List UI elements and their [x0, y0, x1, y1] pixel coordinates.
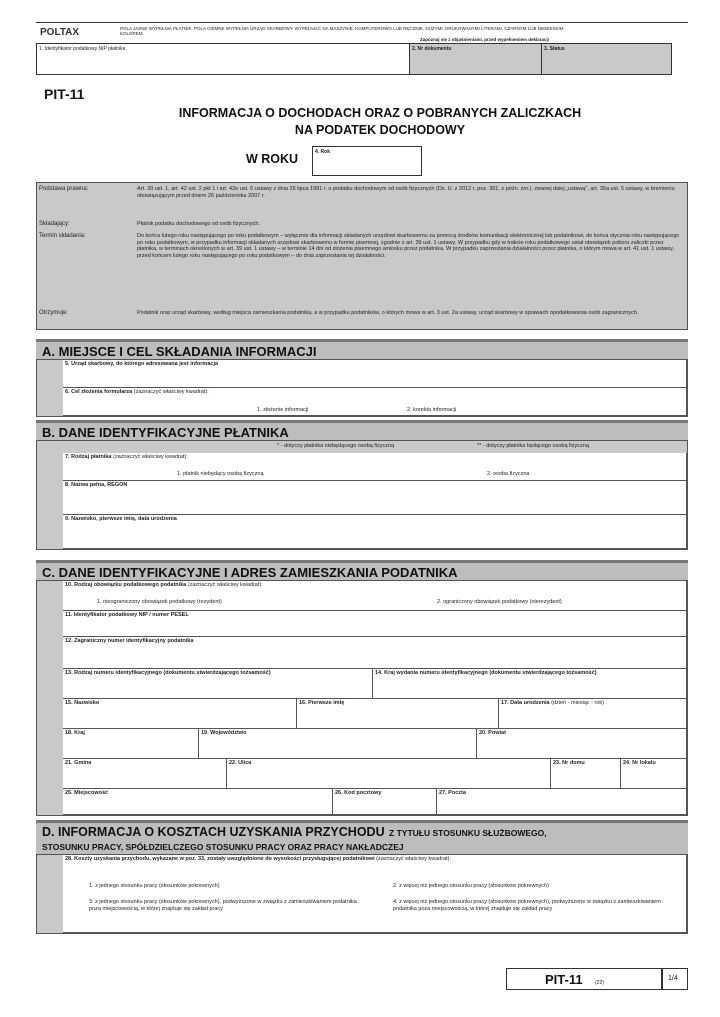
- footer-code: PIT-11: [545, 972, 583, 987]
- year-field[interactable]: [312, 146, 422, 176]
- field-19-label: 19. Województwo: [201, 730, 247, 736]
- field-6-label: 6. Cel złożenia formularza: [65, 389, 133, 395]
- section-b-note-1: * - dotyczy płatnika niebędącego osobą fizyczną: [277, 443, 395, 449]
- field-26-postal-code[interactable]: [333, 789, 437, 815]
- footer-page-box: [662, 968, 688, 990]
- recipient-text: Podatnik oraz urząd skarbowy, według miejsca zamieszkania podatnika, a w przypadku podatników, o których mowa w art. 3 ust. 2a ustawy, urząd skarbowy w sprawach opodatkowania osób zagranicznych.: [137, 310, 639, 316]
- deadline-label: Termin składania:: [39, 233, 86, 239]
- obligation-option-2[interactable]: 2. ograniczony obowiązek podatkowy (nierezydent): [437, 599, 562, 605]
- field-16-label: 16. Pierwsze imię: [299, 700, 345, 706]
- field-13-label: 13. Rodzaj numeru identyfikacyjnego (dokumentu stwierdzającego tożsamość): [65, 670, 271, 676]
- payer-option-2[interactable]: 2. osoba fizyczna: [487, 471, 530, 477]
- field-10-tax-obligation: [63, 581, 687, 611]
- basis-text: Art. 39 ust. 1, art. 42 ust. 2 pkt 1 i art. 42e ust. 6 ustawy z dnia 26 lipca 1991 r. o podatku dochodowym od osób fizycznych (Dz. U. z 2012 r. poz. 361, z późn. zm.), zwanej dalej „ustawą”, art. 35a ust. 5 ustawy, w brzmieniu obowiązującym przed dniem 26 października 2007 r.: [137, 186, 675, 199]
- field-25-city[interactable]: [63, 789, 333, 815]
- filer-label: Składający:: [39, 221, 70, 227]
- field-11-label: 11. Identyfikator podatkowy NIP / numer PESEL: [65, 612, 189, 618]
- field-18-country[interactable]: [63, 729, 199, 759]
- field-7-note: (zaznaczyć właściwy kwadrat):: [113, 454, 188, 460]
- brand-label: POLTAX: [40, 27, 80, 38]
- field-28-label: 28. Koszty uzyskania przychodu, wykazane w poz. 33, zostały uwzględnione do wysokości przysługującej podatnikowi: [65, 856, 375, 862]
- field-12-label: 12. Zagraniczny numer identyfikacyjny podatnika: [65, 638, 194, 644]
- field-22-street[interactable]: [227, 759, 551, 789]
- field-13-id-type[interactable]: [63, 669, 373, 699]
- costs-option-2[interactable]: 2. z więcej niż jednego stosunku pracy (stosunków pokrewnych): [393, 883, 549, 889]
- field-14-label: 14. Kraj wydania numeru identyfikacyjnego (dokumentu stwierdzającego tożsamość): [375, 670, 597, 676]
- field-21-municipality[interactable]: [63, 759, 227, 789]
- section-d-title: [36, 820, 688, 854]
- field-8-label: 8. Nazwa pełna, REGON: [65, 482, 128, 488]
- field-17-label: 17. Data urodzenia: [501, 700, 550, 706]
- section-d-title-main: D. INFORMACJA O KOSZTACH UZYSKANIA PRZYCHODU: [42, 825, 385, 839]
- field-19-voivodeship[interactable]: [199, 729, 477, 759]
- costs-option-1[interactable]: 1. z jednego stosunku pracy (stosunków pokrewnych): [89, 883, 220, 889]
- header-notice-2: Zapoznaj się z objaśnieniami, przed wypełnieniem deklaracji: [420, 37, 550, 42]
- header-notice: POLA JASNE WYPEŁNIA PŁATNIK. POLA CIEMNE WYPEŁNIA URZĄD SKARBOWY. WYPEŁNIAĆ NA MASZYNIE, KOMPUTEROWO LUB RĘCZNIE, DUŻYMI, DRUKOWANYMI LITERAMI, CZARNYM LUB NIEBIESKIM KOLOREM.: [120, 26, 564, 36]
- form-title-2: NA PODATEK DOCHODOWY: [294, 123, 466, 137]
- field-12-foreign-id[interactable]: [63, 637, 687, 669]
- costs-option-4[interactable]: 4. z więcej niż jednego stosunku pracy (stosunków pokrewnych), podwyższone w związku z zamieszkiwaniem podatnika poza miejscowością, w której znajduje się zakład pracy: [393, 899, 661, 912]
- basis-label: Podstawa prawna:: [39, 186, 89, 192]
- section-c-title: C. DANE IDENTYFIKACYJNE I ADRES ZAMIESZKANIA PODATNIKA: [36, 560, 688, 580]
- field-5-tax-office[interactable]: [63, 360, 687, 388]
- purpose-option-1[interactable]: 1. złożenie informacji: [257, 407, 309, 413]
- section-a-body: [36, 359, 688, 417]
- field-23-house-number[interactable]: [551, 759, 621, 789]
- field-17-note: (dzień - miesiąc - rok): [551, 700, 605, 706]
- field-1-label: 1. Identyfikator podatkowy NIP płatnika: [39, 46, 126, 52]
- field-10-label: 10. Rodzaj obowiązku podatkowego podatnika: [65, 582, 187, 588]
- section-c-body: [36, 580, 688, 816]
- field-18-label: 18. Kraj: [65, 730, 85, 736]
- field-20-county[interactable]: [477, 729, 687, 759]
- obligation-option-1[interactable]: 1. nieograniczony obowiązek podatkowy (rezydent): [97, 599, 222, 605]
- section-b-note-2: ** - dotyczy płatnika będącego osobą fizyczną: [477, 443, 589, 449]
- legal-block: [36, 182, 688, 330]
- field-25-label: 25. Miejscowość: [65, 790, 109, 796]
- field-1-nip[interactable]: [37, 44, 409, 74]
- field-26-label: 26. Kod pocztowy: [335, 790, 382, 796]
- field-15-surname[interactable]: [63, 699, 297, 729]
- footer-version: (22): [595, 980, 604, 986]
- field-21-label: 21. Gmina: [65, 760, 92, 766]
- recipient-label: Otrzymuje:: [39, 310, 69, 316]
- field-27-label: 27. Poczta: [439, 790, 466, 796]
- deadline-text: Do końca lutego roku następującego po roku podatkowym – wyłącznie dla informacji składanych urzędowi skarbowemu za pomocą środków komunikacji elektronicznej lub podatnikowi, do końca stycznia roku następującego po roku podatkowym, w przypadku informacji składanych urzędowi skarbowemu w formie pisemnej, zgodnie z art. 39 ust. 1 ustawy. W przypadku gdy w trakcie roku podatkowego ustał obowiązek poboru zaliczki przez płatnika, w terminach określonych w art. 39 ust. 1 ustawy – w terminie 14 dni od złożenia pisemnego wniosku przez podatnika. W przypadku zaprzestania działalności przez płatnika, o którym mowa w art. 41 ust. 1 ustawy, przed końcem lutego roku następującego po roku podatkowym – do dnia zaprzestania tej działalności.: [137, 233, 680, 259]
- field-8-full-name[interactable]: [63, 481, 687, 515]
- footer-code-box: [506, 968, 662, 990]
- field-23-label: 23. Nr domu: [553, 760, 585, 766]
- field-6-note: (zaznaczyć właściwy kwadrat):: [133, 389, 209, 395]
- section-b-title: B. DANE IDENTYFIKACYJNE PŁATNIKA: [36, 420, 688, 440]
- section-d-body: [36, 854, 688, 934]
- purpose-option-2[interactable]: 2. korekta informacji: [407, 407, 457, 413]
- field-28-costs: [63, 855, 687, 933]
- header-fields: [36, 43, 672, 75]
- field-7-label: 7. Rodzaj płatnika: [65, 454, 112, 460]
- field-15-label: 15. Nazwisko: [65, 700, 100, 706]
- header-bar: [36, 22, 688, 42]
- form-code: PIT-11: [44, 86, 85, 102]
- payer-option-1[interactable]: 1. płatnik niebędący osobą fizyczną: [177, 471, 264, 477]
- field-5-label: 5. Urząd skarbowy, do którego adresowana jest informacja: [65, 361, 219, 367]
- year-field-label: 4. Rok: [315, 149, 331, 155]
- section-d-title-rest: Z TYTUŁU STOSUNKU SŁUŻBOWEGO,: [389, 828, 547, 838]
- field-9-label: 9. Nazwisko, pierwsze imię, data urodzenia: [65, 516, 177, 522]
- field-6-purpose: [63, 388, 687, 416]
- field-2-doc-number: [409, 44, 541, 74]
- field-3-label: 3. Status: [544, 46, 565, 52]
- field-11-nip-pesel[interactable]: [63, 611, 687, 637]
- section-d-title-line2: STOSUNKU PRACY, SPÓŁDZIELCZEGO STOSUNKU PRACY ORAZ PRACY NAKŁADCZEJ: [42, 842, 404, 852]
- field-24-flat-number[interactable]: [621, 759, 687, 789]
- field-9-name-dob[interactable]: [63, 515, 687, 549]
- field-16-first-name[interactable]: [297, 699, 499, 729]
- field-24-label: 24. Nr lokalu: [623, 760, 656, 766]
- field-17-birth-date[interactable]: [499, 699, 687, 729]
- costs-option-3[interactable]: 3. z jednego stosunku pracy (stosunków pokrewnych), podwyższone w związku z zamieszkiwaniem podatnika poza miejscowością, w której znajduje się zakład pracy: [89, 899, 357, 912]
- section-b-body: [36, 440, 688, 550]
- field-2-label: 2. Nr dokumentu: [412, 46, 452, 52]
- field-3-status: [541, 44, 671, 74]
- field-7-payer-type: [63, 453, 687, 481]
- filer-text: Płatnik podatku dochodowego od osób fizycznych.: [137, 221, 260, 227]
- field-20-label: 20. Powiat: [479, 730, 506, 736]
- field-28-note: (zaznaczyć właściwy kwadrat):: [376, 856, 452, 862]
- field-14-id-country[interactable]: [373, 669, 687, 699]
- field-22-label: 22. Ulica: [229, 760, 252, 766]
- field-27-post-office[interactable]: [437, 789, 687, 815]
- year-label: W ROKU: [246, 152, 299, 166]
- field-10-note: (zaznaczyć właściwy kwadrat):: [187, 582, 263, 588]
- section-a-title: A. MIEJSCE I CEL SKŁADANIA INFORMACJI: [36, 339, 688, 359]
- form-title-1: INFORMACJA O DOCHODACH ORAZ O POBRANYCH ZALICZKACH: [178, 106, 582, 120]
- footer-page: 1/4: [668, 975, 678, 982]
